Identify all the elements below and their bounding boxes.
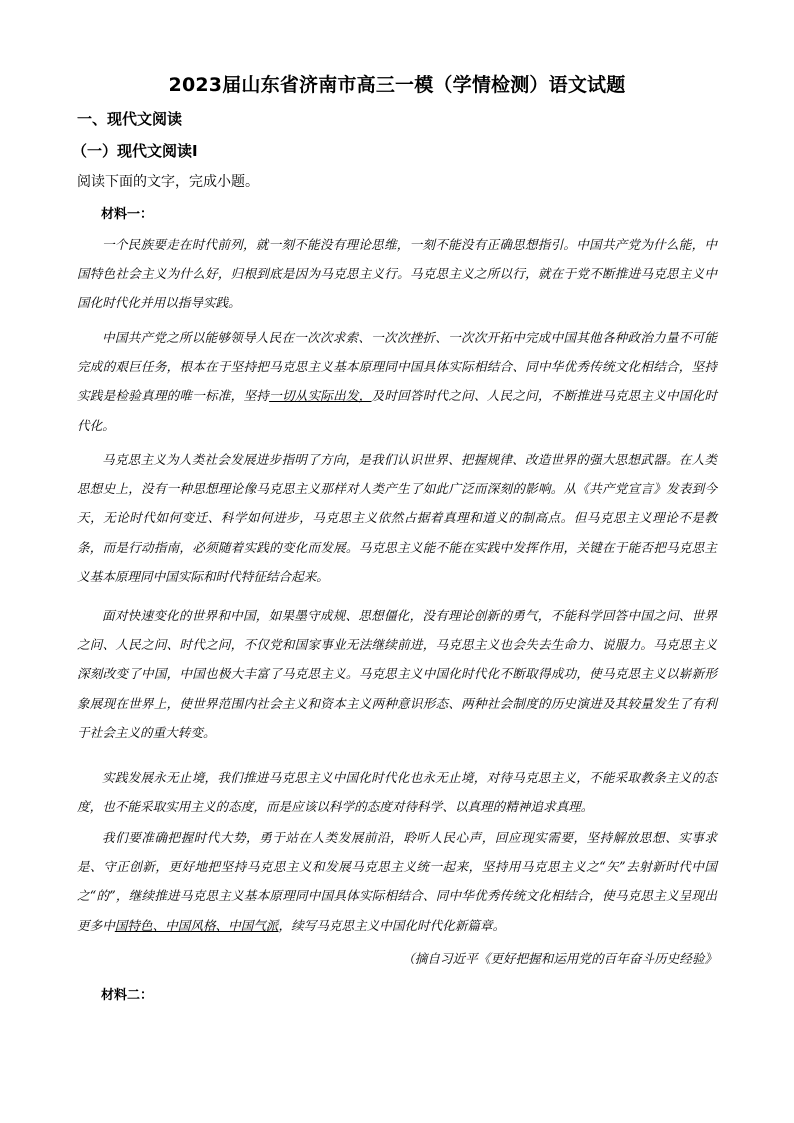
material2-label: 材料二： — [101, 988, 154, 1003]
subsection-heading: （一）现代文阅读Ⅰ — [72, 142, 198, 160]
paragraph-2 — [77, 323, 717, 440]
paragraph-6-text-b: ，续写马克思主义中国化时代化新篇章。 — [278, 917, 506, 933]
paragraph-2-text-a: 中国共产党之所以能够领导人民在一次次求索、一次次挫折、一次次开拓中完成中国其他各种政治力量不可能完成的艰巨任务，根本在于坚持把马克思主义基本原理同中国具体实际相结合、同中华优秀传统文化相结合，坚持实践是检验真理的唯一标准，坚持 — [77, 330, 717, 404]
paragraph-5: 实践发展永无止境，我们推进马克思主义中国化时代化也永无止境，对待马克思主义，不能采取教条主义的态度，也不能采取实用主义的态度，而是应该以科学的态度对待科学、以真理的精神追求真理。 — [77, 770, 717, 815]
document-title: 2023届山东省济南市高三一模（学情检测）语文试题 — [168, 74, 626, 96]
underlined-phrase-1: 一切从实际出发， — [269, 388, 372, 404]
section-heading: 一、现代文阅读 — [77, 110, 183, 128]
paragraph-2-text-b: 及时回答时代之问、人民之问，不断推进马克思主义中国化时代化。 — [77, 388, 718, 433]
paragraph-3: 马克思主义为人类社会发展进步指明了方向，是我们认识世界、把握规律、改造世界的强大思想武器。在人类思想史上，没有一种思想理论像马克思主义那样对人类产生了如此广泛而深刻的影响。从《共产党宣言》发表到今天，无论时代如何变迁、科学如何进步，马克思主义依然占据着真理和道义的制高点。但马克思主义理论不是教条，而是行动指南，必须随着实践的变化而发展。马克思主义能不能在实践中发挥作用，关键在于能否把马克思主义基本原理同中国实际和时代特征结合起来。 — [77, 452, 717, 584]
underlined-phrase-2: 国特色、中国风格、中国气派 — [114, 917, 279, 933]
instruction-text: 阅读下面的文字，完成小题。 — [77, 174, 259, 190]
paragraph-6-text-a: 我们要准确把握时代大势，勇于站在人类发展前沿，聆听人民心声，回应现实需要，坚持解放思想、实事求是、守正创新，更好地把坚持马克思主义和发展马克思主义统一起来，坚持用马克思主义之“矢”去射新时代中国之“的”，继续推进马克思主义基本原理同中国具体实际相结合、同中华优秀传统文化相结合，使马克思主义呈现出更多中 — [77, 830, 717, 933]
paragraph-1: 一个民族要走在时代前列，就一刻不能没有理论思维，一刻不能没有正确思想指引。中国共产党为什么能，中国特色社会主义为什么好，归根到底是因为马克思主义行。马克思主义之所以行，就在于党不断推进马克思主义中国化时代化并用以指导实践。 — [77, 237, 717, 311]
source-citation: （摘自习近平《更好把握和运用党的百年奋斗历史经验》 — [402, 951, 717, 966]
paragraph-6 — [77, 823, 717, 940]
material1-label: 材料一： — [101, 207, 154, 222]
paragraph-4: 面对快速变化的世界和中国，如果墨守成规、思想僵化，没有理论创新的勇气，不能科学回答中国之问、世界之问、人民之问、时代之问，不仅党和国家事业无法继续前进，马克思主义也会失去生命力、说服力。马克思主义深刻改变了中国，中国也极大丰富了马克思主义。马克思主义中国化时代化不断取得成功，使马克思主义以崭新形象展现在世界上，使世界范围内社会主义和资本主义两种意识形态、两种社会制度的历史演进及其较量发生了有利于社会主义的重大转变。 — [77, 608, 717, 740]
